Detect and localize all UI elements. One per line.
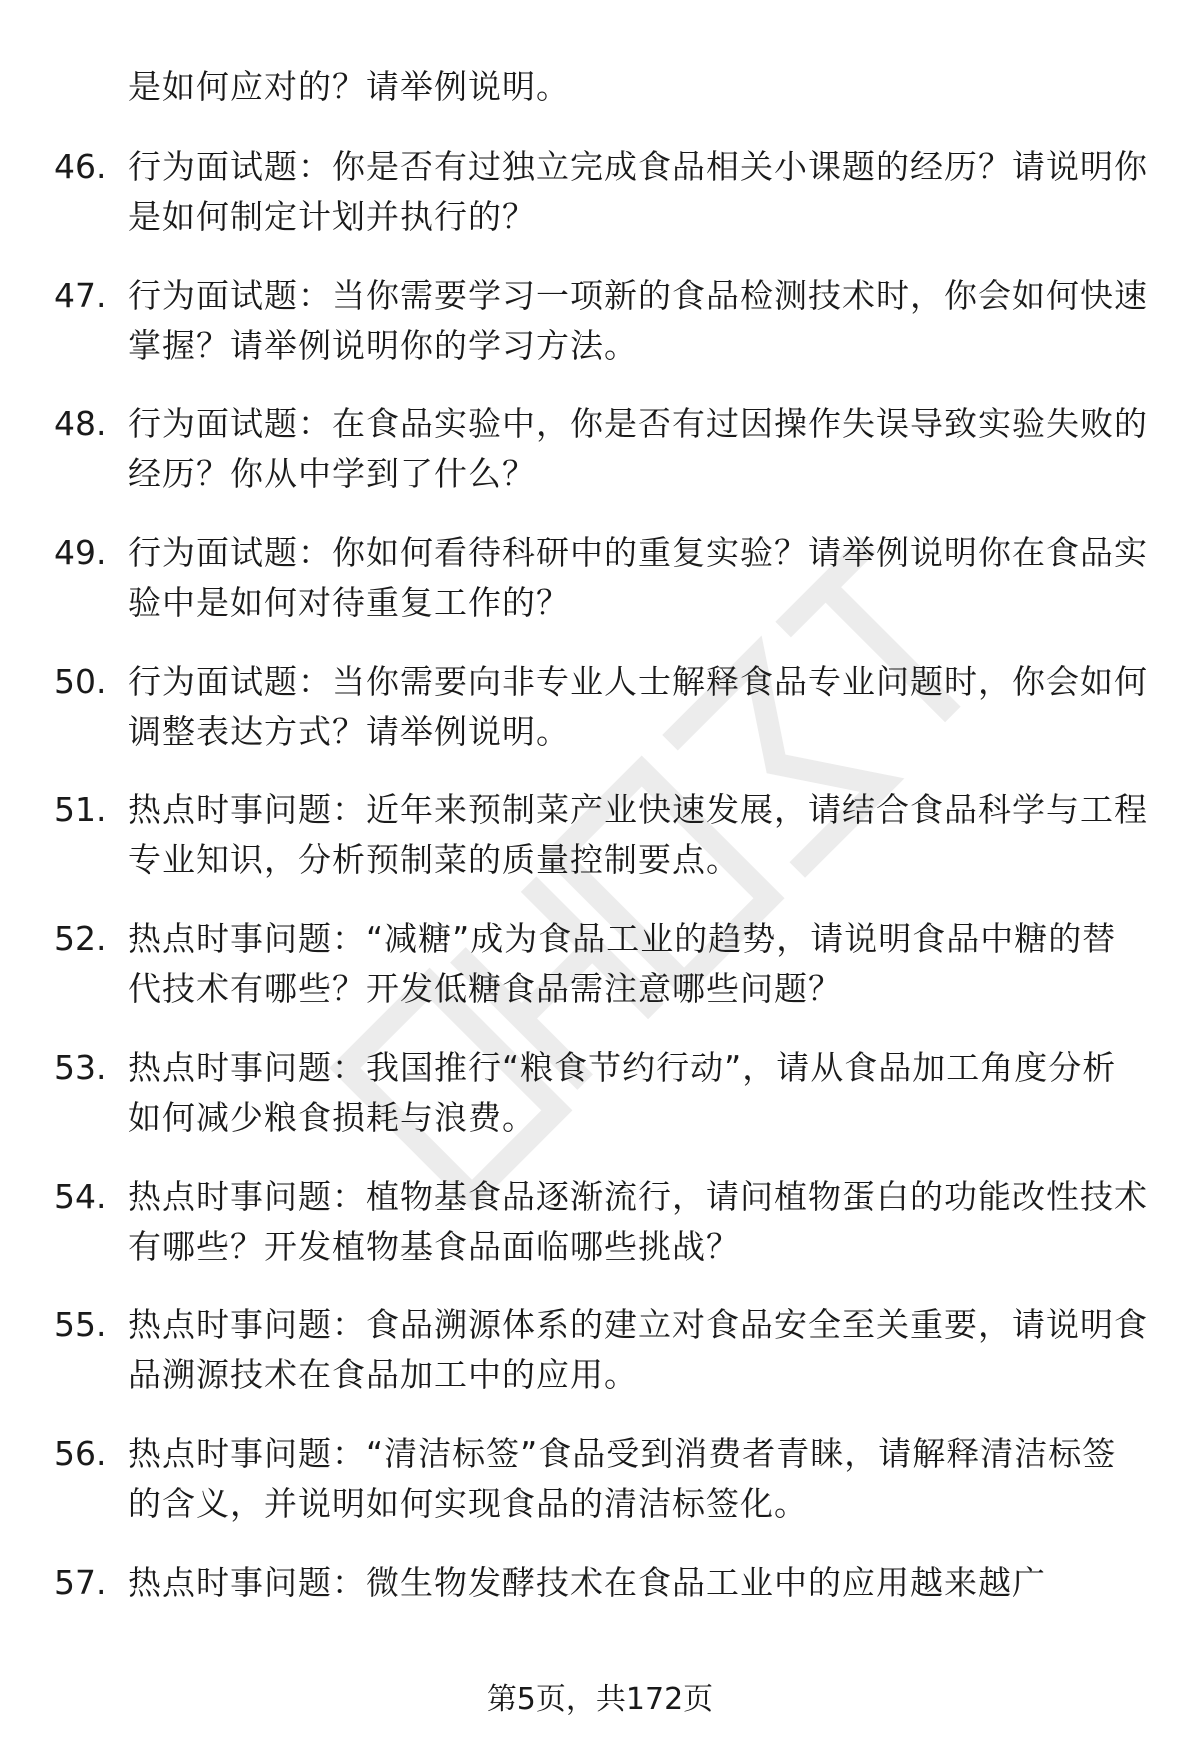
page-footer: 第5页，共172页 xyxy=(486,1682,714,1717)
question-number: 53. xyxy=(54,1047,107,1087)
question-number: 49. xyxy=(54,533,107,573)
question-number: 57. xyxy=(54,1562,107,1602)
question-text: 热点时事问题：食品溯源体系的建立对食品安全至关重要，请说明食品溯源技术在食品加工中的应用。 xyxy=(128,1305,1148,1395)
question-text: 行为面试题：你是否有过独立完成食品相关小课题的经历？请说明你是如何制定计划并执行的？ xyxy=(128,147,1148,236)
question-item xyxy=(0,1429,1200,1549)
question-number: 50. xyxy=(54,661,107,701)
question-number: 48. xyxy=(54,404,107,444)
question-item xyxy=(0,399,1200,519)
question-text: 热点时事问题：“清洁标签”食品受到消费者青睐，请解释清洁标签的含义，并说明如何实现食品的清洁标签化。 xyxy=(128,1433,1117,1523)
question-text: 热点时事问题：近年来预制菜产业快速发展，请结合食品科学与工程专业知识，分析预制菜的质量控制要点。 xyxy=(128,790,1148,880)
question-item xyxy=(0,1558,1200,1678)
question-item xyxy=(0,657,1200,777)
question-text: 行为面试题：在食品实验中，你是否有过因操作失误导致实验失败的经历？你从中学到了什么？ xyxy=(128,404,1148,494)
question-list xyxy=(0,142,1200,1686)
question-item xyxy=(0,1300,1200,1420)
question-text: 热点时事问题：我国推行“粮食节约行动”，请从食品加工角度分析如何减少粮食损耗与浪费。 xyxy=(128,1047,1117,1137)
question-number: 51. xyxy=(54,790,107,830)
question-text: 行为面试题：当你需要学习一项新的食品检测技术时，你会如何快速掌握？请举例说明你的学习方法。 xyxy=(128,275,1148,365)
question-number: 47. xyxy=(54,275,107,315)
question-item xyxy=(0,528,1200,648)
question-text: 行为面试题：你如何看待科研中的重复实验？请举例说明你在食品实验中是如何对待重复工作的？ xyxy=(128,533,1148,623)
question-number: 56. xyxy=(54,1433,107,1473)
question-item xyxy=(0,1043,1200,1163)
question-item xyxy=(0,1172,1200,1292)
question-number: 55. xyxy=(54,1305,107,1345)
question-item xyxy=(0,785,1200,905)
question-number: 46. xyxy=(54,147,107,186)
question-text: 行为面试题：当你需要向非专业人士解释食品专业问题时，你会如何调整表达方式？请举例说明。 xyxy=(128,661,1148,751)
question-text: 热点时事问题：微生物发酵技术在食品工业中的应用越来越广 xyxy=(128,1562,1046,1602)
question-number: 54. xyxy=(54,1176,107,1216)
question-item xyxy=(0,142,1200,262)
question-text: 热点时事问题：植物基食品逐渐流行，请问植物蛋白的功能改性技术有哪些？开发植物基食品面临哪些挑战？ xyxy=(128,1176,1148,1266)
continuation-text: 是如何应对的？请举例说明。 xyxy=(128,67,570,106)
question-item xyxy=(0,914,1200,1034)
question-text: 热点时事问题：“减糖”成为食品工业的趋势，请说明食品中糖的替代技术有哪些？开发低糖食品需注意哪些问题？ xyxy=(128,919,1117,1009)
question-number: 52. xyxy=(54,919,107,959)
question-item xyxy=(0,271,1200,391)
